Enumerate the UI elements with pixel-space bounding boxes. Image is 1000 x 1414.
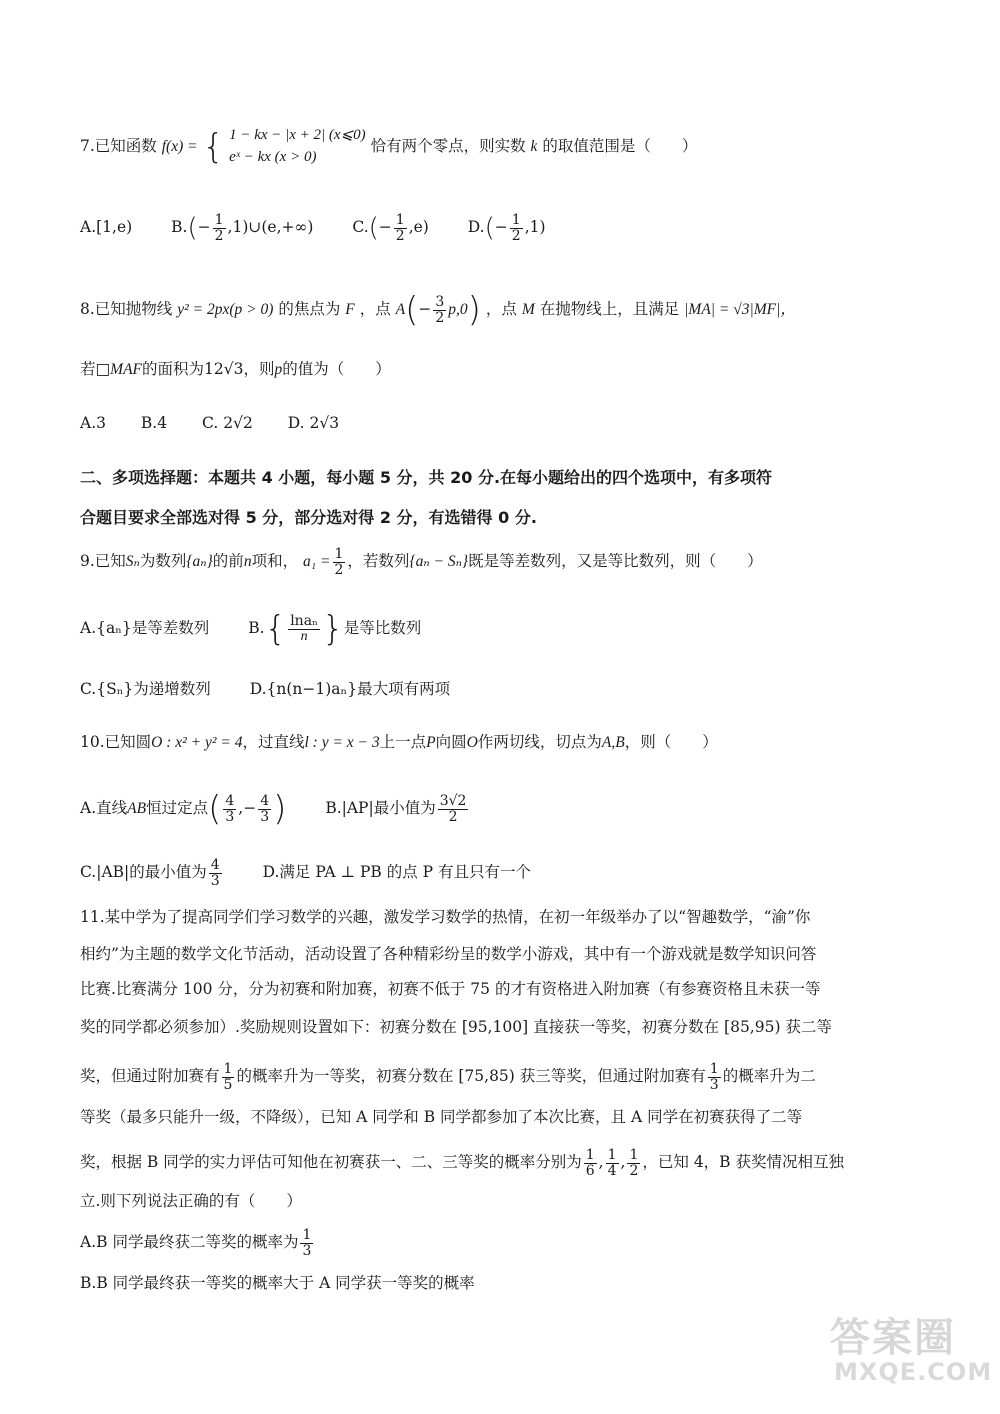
q7-a-text: A.[1,e) bbox=[80, 218, 133, 237]
q10-t4: 作两切线，切点为 bbox=[477, 733, 602, 751]
q8-option-a[interactable]: A.3 bbox=[80, 414, 106, 432]
q11-l5b: 的概率升为一等奖，初赛分数在 [75,85) 获三等奖，但通过附加赛有 bbox=[236, 1067, 706, 1086]
paren-icon: ( bbox=[484, 213, 495, 244]
paren-icon: ( bbox=[187, 213, 198, 244]
q8-stem: 8.已知抛物线 y² = 2px(p > 0) 的焦点为 F ，点 A(− $\frac{3}{2}$ p,0) ，点 M 在抛物线上，且满足 |MA| = √3|MF|， bbox=[80, 290, 796, 330]
q10-ab: A,B bbox=[601, 734, 625, 751]
q9-b-post: 是等比数列 bbox=[343, 619, 422, 637]
denominator: 2 bbox=[511, 227, 521, 244]
q9-option-d[interactable]: D.{n(n−1)aₙ}最大项有两项 bbox=[249, 680, 451, 698]
q8-lead: 8.已知抛物线 bbox=[80, 300, 173, 318]
numerator: 1 bbox=[585, 1147, 595, 1163]
q10-option-a[interactable]: A.直线AB恒过定点( $\frac{4}{3}$ ,− $\frac{4}{3}$ ) bbox=[80, 789, 287, 829]
q11-l5a: 奖，但通过附加赛有 bbox=[80, 1067, 220, 1086]
q11-line1: 11.某中学为了提高同学们学习数学的兴趣，激发学习数学的热情，在初一年级举办了以“智趣数学，“渝”你 bbox=[80, 908, 811, 926]
numerator: 4 bbox=[225, 792, 235, 809]
brace-icon: { bbox=[264, 609, 287, 649]
q10-a-mid: 恒过定点 bbox=[146, 799, 209, 817]
q8-l2d: 的值为（ ） bbox=[282, 360, 391, 378]
q8-m: M bbox=[521, 301, 535, 318]
q11-option-a[interactable] bbox=[80, 1228, 930, 1258]
q10-t1: ，过直线 bbox=[242, 733, 305, 751]
section2-line1: 二、多项选择题：本题共 4 小题，每小题 5 分，共 20 分.在每小题给出的四个选项中，有多项符 bbox=[80, 468, 773, 487]
brace-icon: { bbox=[202, 126, 225, 167]
q7-option-b[interactable]: B.(− $\frac{1}{2}$ ,1)∪(e,+∞) bbox=[171, 212, 314, 244]
denominator: 4 bbox=[607, 1162, 617, 1179]
fraction bbox=[606, 1148, 619, 1178]
numerator: 1 bbox=[223, 1061, 233, 1077]
fraction bbox=[433, 295, 446, 325]
watermark-logo bbox=[830, 1306, 993, 1396]
q8-a-post: p,0 bbox=[448, 301, 468, 318]
numerator: 1 bbox=[334, 546, 344, 562]
q7-d-pre: D. bbox=[467, 218, 485, 237]
q8-point-a: A bbox=[395, 301, 406, 318]
q9-an: {aₙ} bbox=[186, 553, 213, 571]
q11-line7: 奖，根据 B 同学的实力评估可知他在初赛获一、二、三等奖的概率分别为 $\frac{1}{6}$ , $\frac{1}{4}$ , $\frac{1}{2}$ ，已知 4，B 获奖情况相互独 bbox=[80, 1147, 844, 1179]
q9-a1: a₁ = bbox=[303, 553, 331, 571]
q8-l2a: 若□ bbox=[80, 360, 111, 378]
denominator: 3 bbox=[225, 808, 235, 825]
q10-option-c[interactable] bbox=[80, 858, 224, 888]
fraction bbox=[222, 1062, 235, 1092]
numerator: 1 bbox=[395, 212, 405, 228]
q7-c-pre: C. bbox=[352, 218, 369, 237]
brace-icon: } bbox=[322, 609, 344, 649]
fraction bbox=[394, 213, 407, 243]
paren-icon: ( bbox=[208, 789, 222, 829]
q7-k: k bbox=[530, 137, 538, 155]
numerator: 1 bbox=[214, 212, 224, 228]
q9-b-pre: B. bbox=[248, 619, 265, 637]
q7-c-post: ,e) bbox=[408, 218, 429, 237]
q8-t3: ，点 bbox=[485, 300, 517, 318]
q10-o: O bbox=[466, 734, 478, 751]
q10-option-b[interactable] bbox=[325, 794, 470, 824]
q7-option-d[interactable]: D.(− $\frac{1}{2}$ ,1) bbox=[467, 212, 546, 244]
q9-options-ab bbox=[80, 609, 930, 649]
paren-icon: ) bbox=[467, 290, 481, 330]
q11-line3: 比赛.比赛满分 100 分，分为初赛和附加赛，初赛不低于 75 的才有资格进入附加赛（有参赛资格且未获一等 bbox=[80, 980, 821, 998]
watermark-text-top: 答案圈 bbox=[830, 1315, 956, 1361]
q11-line4: 奖的同学都必须参加）.奖励规则设置如下：初赛分数在 [95,100] 直接获一等奖，初赛分数在 [85,95) 获二等 bbox=[80, 1018, 832, 1036]
q9-stem bbox=[80, 547, 930, 577]
q8-area: 12√3 bbox=[204, 360, 244, 378]
q9-t5: 既是等差数列，又是等比数列，则（ ） bbox=[468, 552, 763, 571]
q7-case2: eˣ − kx (x > 0) bbox=[229, 148, 317, 165]
q11-option-b[interactable]: B.B 同学最终获一等奖的概率大于 A 同学获一等奖的概率 bbox=[80, 1274, 475, 1292]
q7-tail2: 的取值范围是（ ） bbox=[542, 136, 698, 155]
q7-stem bbox=[80, 125, 930, 169]
denominator: 3 bbox=[210, 872, 220, 889]
q10-p: P bbox=[426, 734, 436, 751]
q9-lead: 9.已知 bbox=[80, 552, 126, 571]
numerator: 3 bbox=[435, 293, 445, 310]
paren-icon: ( bbox=[368, 213, 379, 244]
denominator: n bbox=[300, 628, 308, 644]
q7-fx: f(x) = bbox=[161, 137, 198, 155]
q10-circle: O : x² + y² = 4 bbox=[151, 734, 243, 751]
q10-stem bbox=[80, 733, 930, 753]
q10-t2: 上一点 bbox=[379, 733, 427, 751]
paren-icon: ) bbox=[273, 789, 287, 829]
q9-n: n bbox=[243, 553, 252, 571]
q7-case1: 1 − kx − |x + 2| (x⩽0) bbox=[229, 127, 366, 143]
numerator: 4 bbox=[260, 792, 270, 809]
q7-options bbox=[80, 213, 930, 243]
numerator: 1 bbox=[629, 1147, 639, 1163]
q10-t5: ，则（ ） bbox=[624, 733, 718, 751]
q8-l2b: 的面积为 bbox=[142, 360, 205, 378]
q8-t4: 在抛物线上，且满足 bbox=[539, 300, 680, 318]
denominator: 2 bbox=[334, 561, 344, 578]
q11-line8: 立.则下列说法正确的有（ ） bbox=[80, 1192, 302, 1210]
fraction bbox=[333, 547, 346, 577]
q8-p: p bbox=[274, 361, 283, 378]
q7-piecewise bbox=[229, 125, 366, 169]
q8-options bbox=[80, 414, 930, 433]
q9-t2: 的前 bbox=[212, 552, 244, 571]
q8-parabola: y² = 2px(p > 0) bbox=[177, 301, 274, 318]
q7-b-post: ,1)∪(e,+∞) bbox=[227, 218, 314, 237]
q11-line5 bbox=[80, 1062, 930, 1092]
numerator: 1 bbox=[511, 212, 521, 228]
paren-icon: ( bbox=[405, 290, 419, 330]
q9-options-cd bbox=[80, 680, 930, 699]
denominator: 2 bbox=[395, 227, 405, 244]
q10-t3: 向圆 bbox=[435, 733, 467, 751]
denominator: 3 bbox=[260, 808, 270, 825]
fraction bbox=[223, 794, 236, 824]
fraction bbox=[510, 213, 523, 243]
q8-f: F bbox=[345, 301, 355, 318]
fraction bbox=[300, 1228, 313, 1258]
denominator: 6 bbox=[585, 1162, 595, 1179]
fraction bbox=[209, 858, 222, 888]
q10-option-d[interactable]: D.满足 PA ⊥ PB 的点 P 有且只有一个 bbox=[262, 863, 532, 882]
q9-t1: 为数列 bbox=[139, 552, 187, 571]
denominator: 2 bbox=[435, 309, 445, 326]
fraction bbox=[288, 614, 320, 644]
q10-a-ab: AB bbox=[127, 800, 147, 817]
numerator: 1 bbox=[607, 1147, 617, 1163]
watermark-text-bottom: MXQE.COM bbox=[834, 1358, 993, 1386]
numerator: 1 bbox=[302, 1227, 312, 1243]
q9-option-b[interactable] bbox=[248, 609, 422, 649]
q11-l7a: 奖，根据 B 同学的实力评估可知他在初赛获一、二、三等奖的概率分别为 bbox=[80, 1153, 582, 1172]
q10-line: l : y = x − 3 bbox=[304, 734, 380, 751]
q11-line6: 等奖（最多只能升一级，不降级），已知 A 同学和 B 同学都参加了本次比赛，且 A 同学在初赛获得了二等 bbox=[80, 1108, 803, 1126]
q7-b-pre: B. bbox=[171, 218, 188, 237]
q10-options-cd bbox=[80, 858, 930, 888]
q11-l7b: ，已知 4，B 获奖情况相互独 bbox=[642, 1153, 844, 1172]
q8-maf: MAF bbox=[110, 361, 143, 378]
numerator: 4 bbox=[210, 857, 220, 873]
q8-cond: |MA| = √3|MF|， bbox=[684, 301, 796, 318]
denominator: 3 bbox=[302, 1242, 312, 1259]
q7-option-c[interactable]: C.(− $\frac{1}{2}$ ,e) bbox=[352, 212, 429, 244]
q7-option-a[interactable] bbox=[80, 218, 132, 237]
denominator: 2 bbox=[214, 227, 224, 244]
numerator: 1 bbox=[709, 1061, 719, 1077]
fraction bbox=[438, 794, 469, 824]
q8-stem-2 bbox=[80, 360, 930, 380]
q10-a-pre: A.直线 bbox=[80, 799, 128, 817]
fraction bbox=[584, 1148, 597, 1178]
fraction bbox=[627, 1148, 640, 1178]
q9-seq: {aₙ − Sₙ} bbox=[409, 553, 469, 571]
fraction bbox=[258, 794, 271, 824]
fraction bbox=[213, 213, 226, 243]
denominator: 2 bbox=[448, 808, 458, 825]
q8-option-c[interactable]: C. 2√2 bbox=[202, 414, 253, 432]
q9-t3: 项和， bbox=[251, 552, 299, 571]
q11-a-pre: A.B 同学最终获二等奖的概率为 bbox=[80, 1233, 299, 1252]
q10-lead: 10.已知圆 bbox=[80, 733, 152, 751]
q10-b-pre: B.|AP|最小值为 bbox=[325, 799, 436, 817]
section2-line2: 合题目要求全部选对得 5 分，部分选对得 2 分，有选错得 0 分. bbox=[80, 508, 537, 527]
q11-l5c: 的概率升为二 bbox=[722, 1067, 816, 1086]
q8-l2c: ，则 bbox=[243, 360, 275, 378]
fraction bbox=[708, 1062, 721, 1092]
q8-t2: ，点 bbox=[359, 300, 391, 318]
q9-option-c[interactable]: C.{Sₙ}为递增数列 bbox=[80, 680, 211, 698]
q8-option-b[interactable]: B.4 bbox=[140, 414, 168, 432]
numerator: lnaₙ bbox=[290, 612, 319, 629]
q9-option-a[interactable]: A.{aₙ}是等差数列 bbox=[80, 619, 210, 637]
q11-line2: 相约”为主题的数学文化节活动，活动设置了各种精彩纷呈的数学小游戏，其中有一个游戏就是数学知识问答 bbox=[80, 945, 817, 963]
denominator: 2 bbox=[629, 1162, 639, 1179]
q9-t4: ，若数列 bbox=[347, 552, 410, 571]
q7-lead: 7.已知函数 bbox=[80, 136, 157, 155]
q7-d-post: ,1) bbox=[524, 218, 546, 237]
q7-tail: 恰有两个零点，则实数 bbox=[370, 136, 526, 155]
q8-option-d[interactable]: D. 2√3 bbox=[287, 414, 340, 432]
numerator: 3√2 bbox=[439, 792, 467, 809]
q10-c-pre: C.|AB|的最小值为 bbox=[80, 863, 207, 882]
q9-sn: Sₙ bbox=[125, 553, 140, 571]
denominator: 3 bbox=[709, 1076, 719, 1093]
q8-t1: 的焦点为 bbox=[278, 300, 341, 318]
q10-options-ab bbox=[80, 789, 930, 829]
denominator: 5 bbox=[223, 1076, 233, 1093]
